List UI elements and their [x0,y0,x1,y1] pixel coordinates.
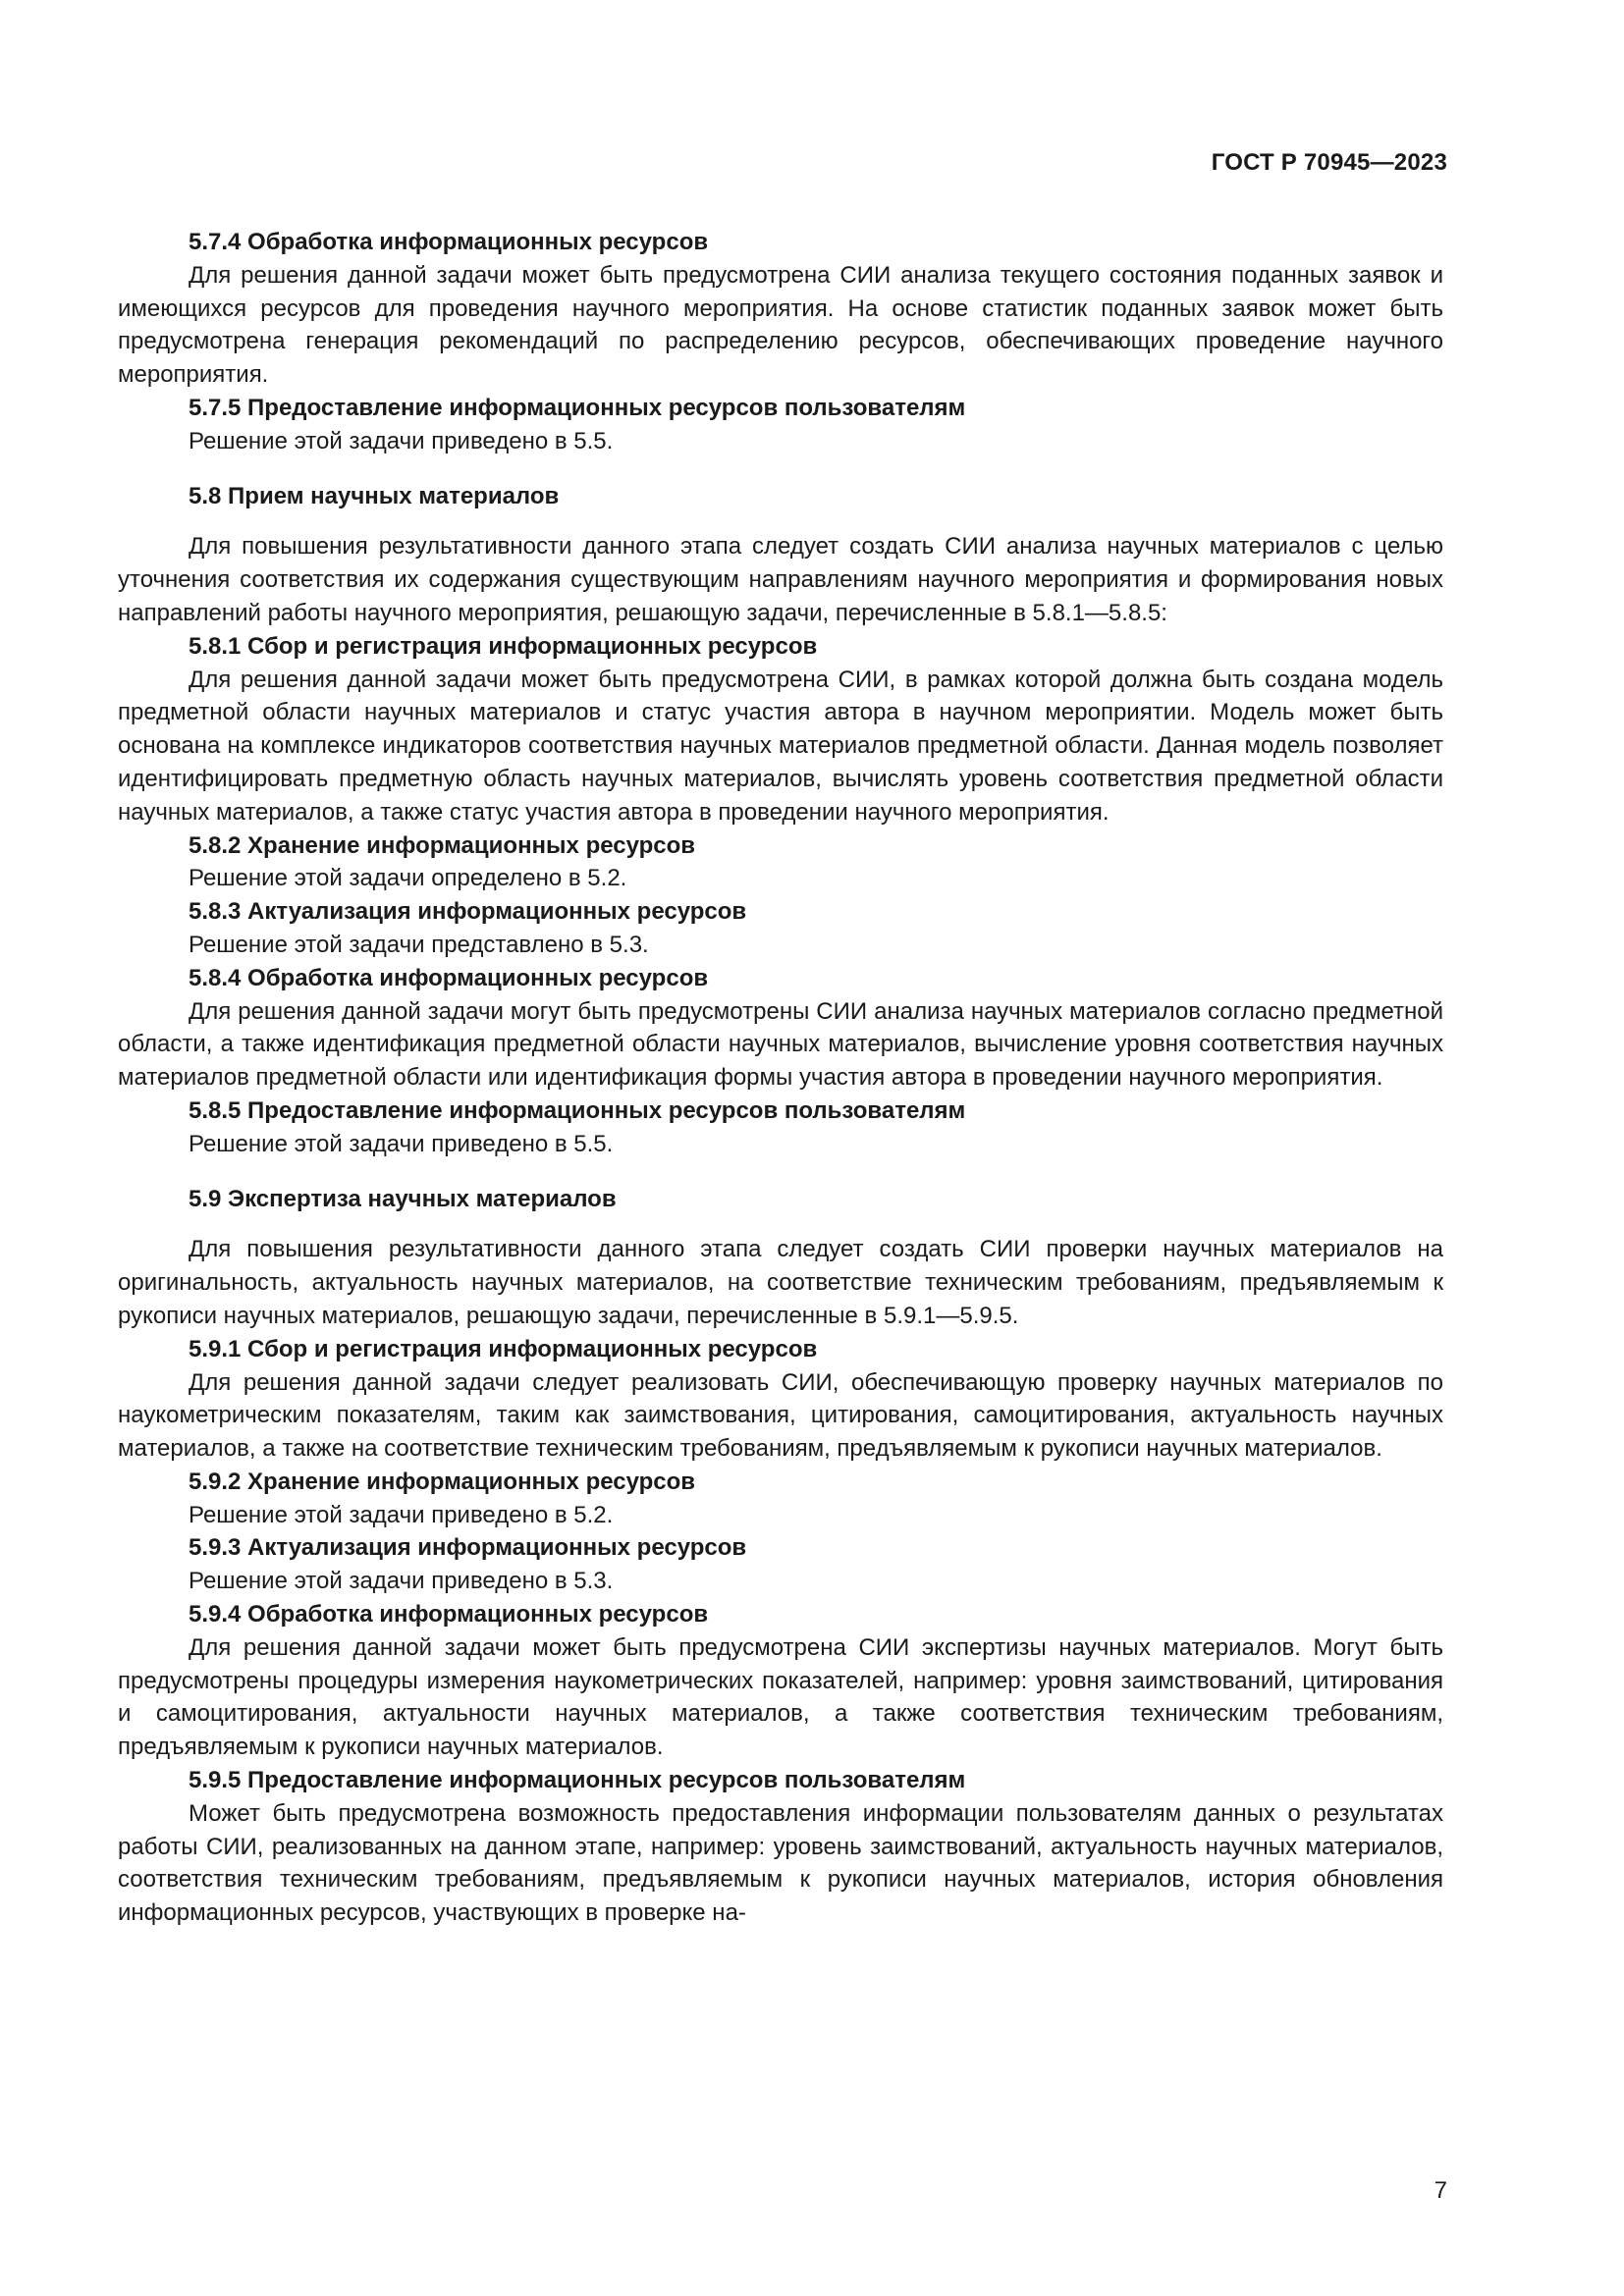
subsection-heading: 5.9.4 Обработка информационных ресурсов [189,1601,709,1629]
paragraph: Решение этой задачи определено в 5.2. [189,865,627,892]
section-spacer [118,1161,1443,1183]
subsection-heading: 5.8.1 Сбор и регистрация информационных ресурсов [189,632,818,660]
paragraph: Для повышения результативности данного этапа следует создать СИИ анализа научных материалов с целью уточнения соответствия их содержания существующим направлениям научного мероприятия и формирования новых направлений работы научного мероприятия, решающую задачи, перечисленные в 5.8.1—5.8.5: [118,533,1443,626]
page-number: 7 [1434,2177,1447,2204]
paragraph: Для решения данной задачи следует реализовать СИИ, обеспечивающую проверку научных материалов по наукометрическим показателям, таким как заимствования, цитирования, самоцитирования, актуальность научных материалов, а также на соответствие техническим требованиям, предъявляемым к рукописи научных материалов. [118,1368,1443,1463]
subsection-heading: 5.8.4 Обработка информационных ресурсов [189,964,709,991]
document-code-header: ГОСТ Р 70945—2023 [1211,149,1447,176]
paragraph: Решение этой задачи приведено в 5.2. [189,1501,614,1528]
paragraph: Решение этой задачи приведено в 5.5. [189,427,614,454]
subsection-heading: 5.9.5 Предоставление информационных ресурсов пользователям [189,1767,966,1794]
paragraph: Может быть предусмотрена возможность предоставления информации пользователям данных о результатах работы СИИ, реализованных на данном этапе, например: уровень заимствований, актуальность научных материалов, соответствия техническим требованиям, предъявляемым к рукописи научных материалов, история обновления информационных ресурсов, участвующих в проверке на- [118,1799,1443,1927]
subsection-heading: 5.8.3 Актуализация информационных ресурсов [189,898,747,926]
subsection-heading: 5.8.2 Хранение информационных ресурсов [189,831,696,859]
subsection-heading: 5.8.5 Предоставление информационных ресурсов пользователям [189,1096,966,1124]
document-body [118,226,1443,1930]
paragraph: Решение этой задачи приведено в 5.5. [189,1130,614,1157]
subsection-heading: 5.7.4 Обработка информационных ресурсов [189,229,709,255]
paragraph: Для решения данной задачи могут быть предусмотрены СИИ анализа научных материалов согласно предметной области, а также идентификация предметной области научных материалов, вычисление уровня соответствия научных материалов предметной области или идентификация формы участия автора в проведении научного мероприятия. [118,997,1443,1092]
paragraph: Решение этой задачи представлено в 5.3. [189,931,649,958]
section-spacer [118,1215,1443,1233]
paragraph: Для повышения результативности данного этапа следует создать СИИ проверки научных материалов на оригинальность, актуальность научных материалов, на соответствие техническим требованиям, предъявляемым к рукописи научных материалов, решающую задачи, перечисленные в 5.9.1—5.9.5. [118,1236,1443,1329]
paragraph: Решение этой задачи приведено в 5.3. [189,1568,614,1595]
section-heading: 5.8 Прием научных материалов [189,482,560,509]
subsection-heading: 5.9.3 Актуализация информационных ресурсов [189,1534,747,1562]
section-spacer [118,458,1443,480]
paragraph: Для решения данной задачи может быть предусмотрена СИИ анализа текущего состояния поданных заявок и имеющихся ресурсов для проведения научного мероприятия. На основе статистик поданных заявок может быть предусмотрена генерация рекомендаций по распределению ресурсов, обеспечивающих проведение научного мероприятия. [118,261,1443,389]
section-heading: 5.9 Экспертиза научных материалов [189,1185,617,1212]
subsection-heading: 5.7.5 Предоставление информационных ресурсов пользователям [189,394,966,421]
subsection-heading: 5.9.2 Хранение информационных ресурсов [189,1468,696,1495]
section-spacer [118,512,1443,530]
paragraph: Для решения данной задачи может быть предусмотрена СИИ экспертизы научных материалов. Могут быть предусмотрены процедуры измерения наукометрических показателей, например: уровня заимствований, цитирования и самоцитирования, актуальности научных материалов, а также соответствия техническим требованиям, предъявляемым к рукописи научных материалов. [118,1633,1443,1761]
paragraph: Для решения данной задачи может быть предусмотрена СИИ, в рамках которой должна быть создана модель предметной области научных материалов и статус участия автора в научном мероприятии. Модель может быть основана на комплексе индикаторов соответствия научных материалов предметной области. Данная модель позволяет идентифицировать предметную область научных материалов, вычислять уровень соответствия предметной области научных материалов, а также статус участия автора в проведении научного мероприятия. [118,666,1443,826]
subsection-heading: 5.9.1 Сбор и регистрация информационных ресурсов [189,1335,818,1362]
